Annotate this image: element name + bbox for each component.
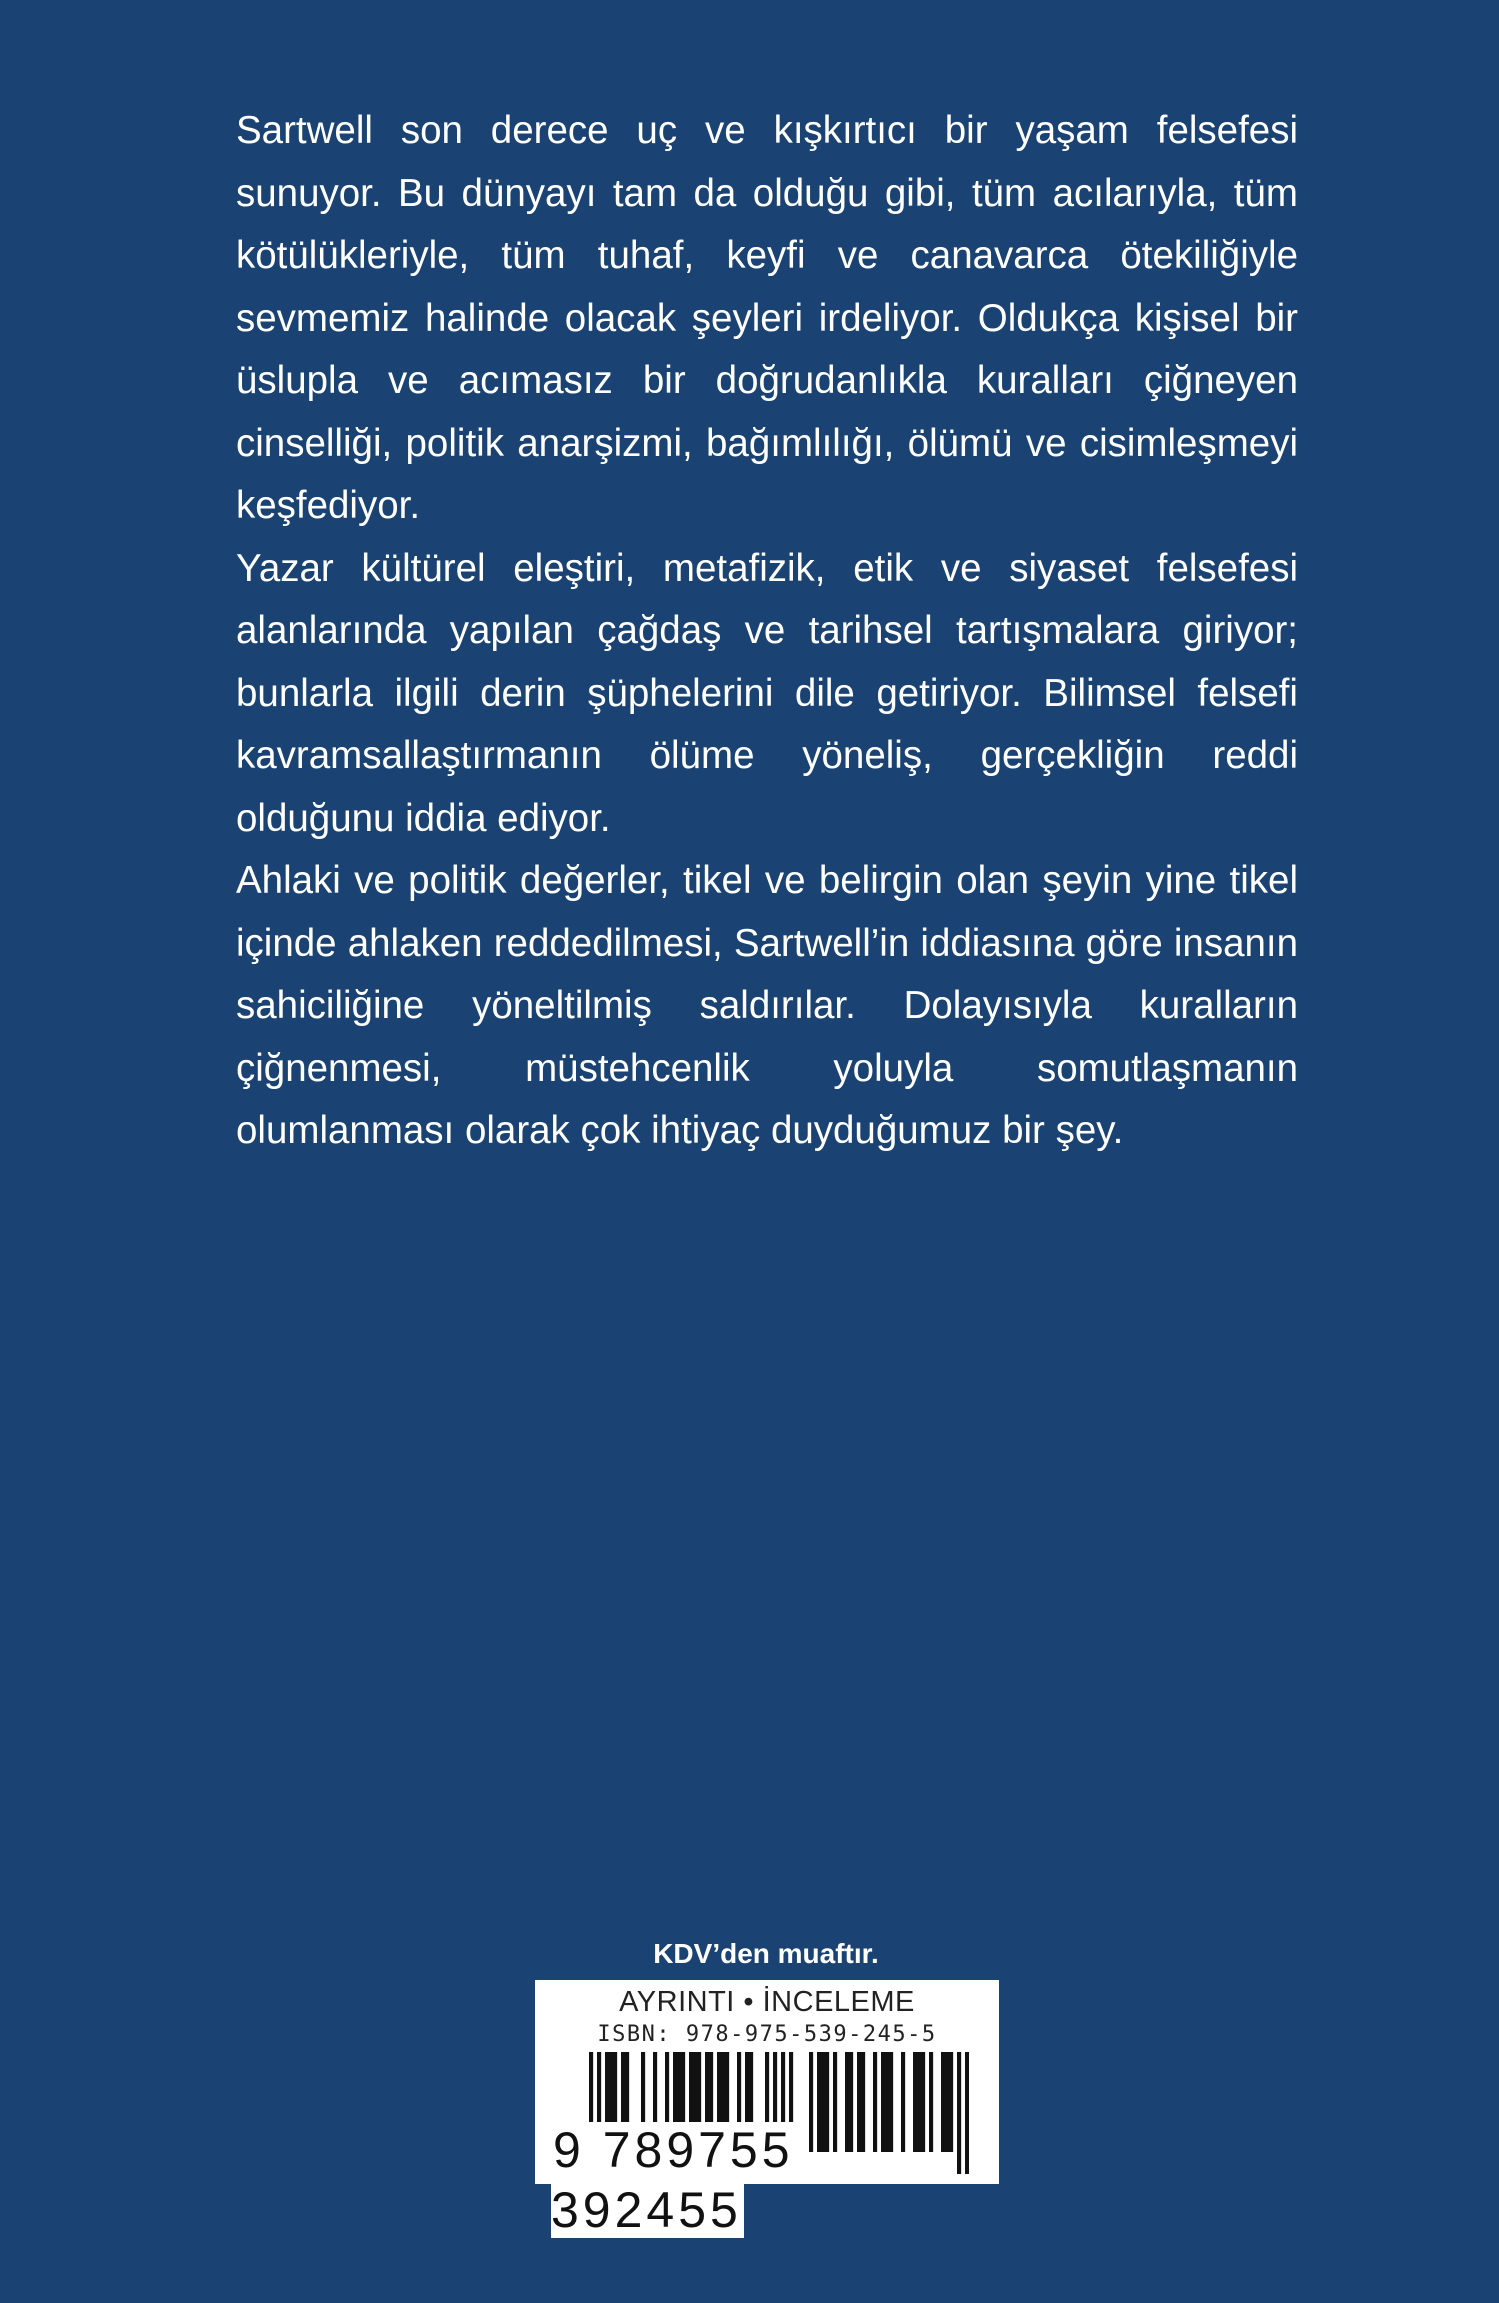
blurb-paragraph-2: Yazar kültürel eleştiri, metafizik, etik ve siyaset felsefesi alanlarında yapılan çağdaş ve tarihsel tartışmalara giriyor; bunlarla ilgili derin şüphelerini dile getiriyor. Bilimsel felsefi kavramsallaştırmanın ölüme yöneliş, gerçekliğin reddi olduğunu iddia ediyor. — [236, 546, 1298, 840]
barcode-digits-text: 9 789755 392455 — [551, 2122, 794, 2238]
back-cover-blurb — [236, 100, 1298, 1163]
publisher-series: AYRINTI • İNCELEME — [619, 1986, 915, 2018]
isbn-number: ISBN: 978-975-539-245-5 — [597, 2022, 937, 2047]
barcode-digits — [551, 2120, 991, 2238]
blurb-paragraph-3: Ahlaki ve politik değerler, tikel ve belirgin olan şeyin yine tikel içinde ahlaken reddedilmesi, Sartwell’in iddiasına göre insanın sahiciliğine yöneltilmiş saldırılar. Dolayısıyla kuralların çiğnenmesi, müstehcenlik yoluyla somutlaşmanın olumlanması olarak çok ihtiyaç duyduğumuz bir şey. — [236, 859, 1298, 1152]
vat-exempt-note: KDV’den muaftır. — [653, 1938, 879, 1969]
blurb-paragraph-1: Sartwell son derece uç ve kışkırtıcı bir yaşam felsefesi sunuyor. Bu dünyayı tam da olduğu gibi, tüm acılarıyla, tüm kötülükleriyle, tüm tuhaf, keyfi ve canavarca ötekiliğiyle sevmemiz halinde olacak şeyleri irdeliyor. Oldukça kişisel bir üslupla ve acımasız bir doğrudanlıkla kuralları çiğneyen cinselliği, politik anarşizmi, bağımlılığı, ölümü ve cisimleşmeyi keşfediyor. — [236, 109, 1298, 527]
barcode-label — [535, 1980, 999, 2238]
